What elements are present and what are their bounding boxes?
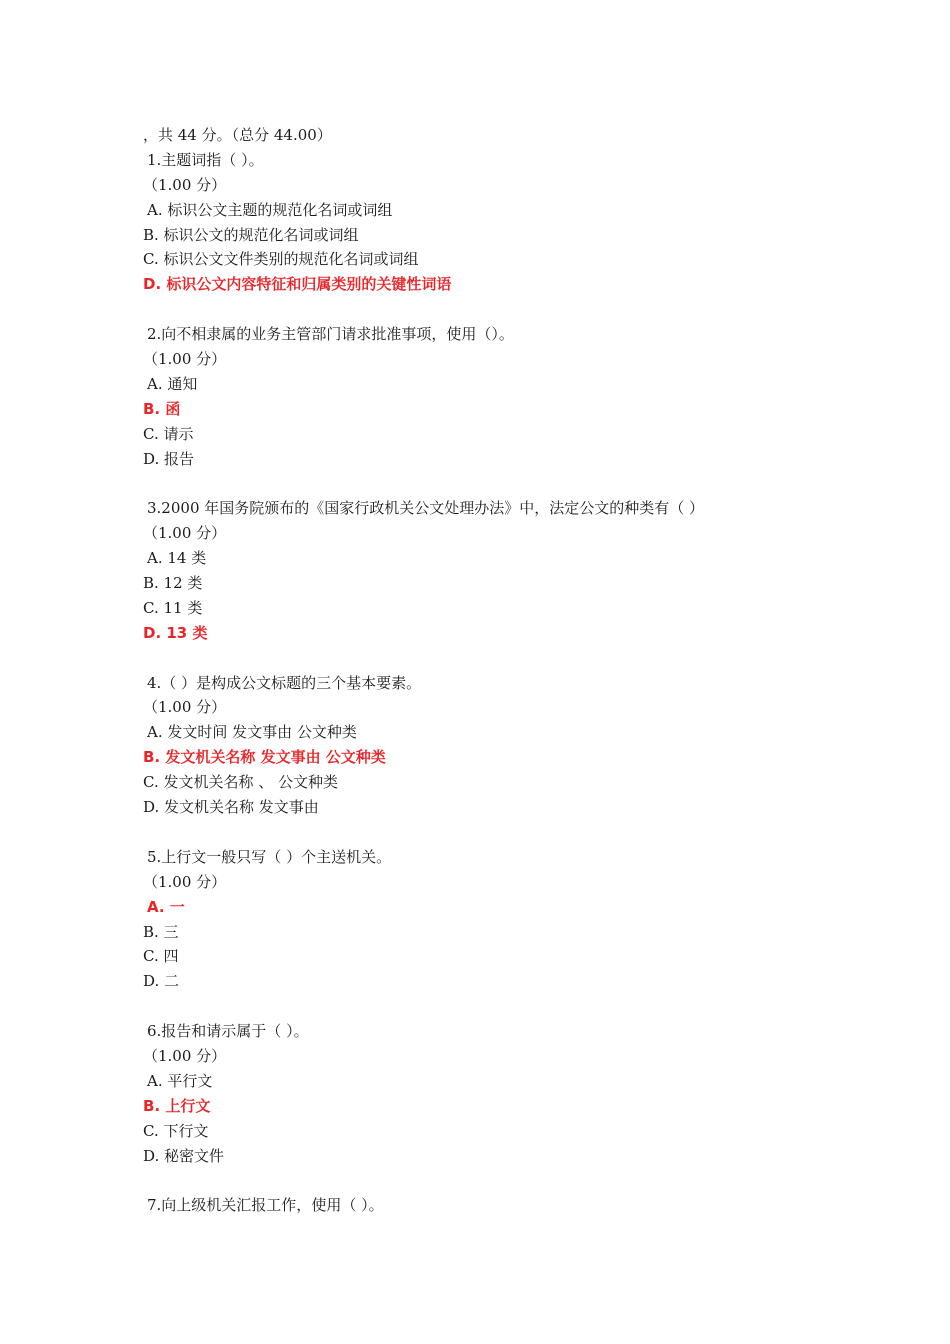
question-stem: 5.上行文一般只写（ ）个主送机关。 xyxy=(147,847,392,866)
section-header: ，共 44 分。（总分 44.00） xyxy=(143,126,332,144)
correct-answer-option: A. 一 xyxy=(147,897,185,916)
answer-option: C. 发文机关名称 、 公文种类 xyxy=(143,773,339,792)
question-stem: 6.报告和请示属于（ ）。 xyxy=(147,1022,309,1041)
question-stem: 7.向上级机关汇报工作，使用（ ）。 xyxy=(147,1196,384,1215)
answer-option: A. 标识公文主题的规范化名词或词组 xyxy=(147,200,393,219)
answer-option: A. 平行文 xyxy=(147,1071,213,1090)
question-spacer xyxy=(143,297,843,322)
answer-option: A. 通知 xyxy=(147,374,198,393)
answer-option: C. 下行文 xyxy=(143,1121,209,1140)
question-stem: 3.2000 年国务院颁布的《国家行政机关公文处理办法》中，法定公文的种类有（ ） xyxy=(147,499,705,518)
question-block xyxy=(143,148,843,322)
answer-option: B. 三 xyxy=(143,922,179,941)
question-block xyxy=(143,1193,843,1218)
question-score: （1.00 分） xyxy=(143,524,227,543)
question-list xyxy=(143,148,843,1218)
question-score: （1.00 分） xyxy=(143,872,227,891)
question-score: （1.00 分） xyxy=(143,1046,227,1065)
question-block xyxy=(143,845,843,1019)
answer-option: D. 二 xyxy=(143,972,180,991)
answer-option: D. 秘密文件 xyxy=(143,1146,225,1165)
question-spacer xyxy=(143,820,843,845)
answer-option: D. 发文机关名称 发文事由 xyxy=(143,798,319,817)
question-spacer xyxy=(143,471,843,496)
question-stem: 2.向不相隶属的业务主管部门请求批准事项，使用（）。 xyxy=(147,325,514,344)
question-block xyxy=(143,322,843,496)
correct-answer-option: D. 13 类 xyxy=(143,623,208,642)
question-spacer xyxy=(143,1168,843,1193)
answer-option: B. 标识公文的规范化名词或词组 xyxy=(143,225,359,244)
question-score: （1.00 分） xyxy=(143,175,227,194)
answer-option: C. 请示 xyxy=(143,424,194,443)
answer-option: C. 11 类 xyxy=(143,598,203,617)
question-spacer xyxy=(143,994,843,1019)
document-page xyxy=(143,123,843,1218)
correct-answer-option: B. 上行文 xyxy=(143,1096,211,1115)
answer-option: A. 14 类 xyxy=(147,549,207,568)
question-block xyxy=(143,1019,843,1193)
answer-option: C. 标识公文文件类别的规范化名词或词组 xyxy=(143,250,419,269)
correct-answer-option: D. 标识公文内容特征和归属类别的关键性词语 xyxy=(143,275,452,294)
answer-option: B. 12 类 xyxy=(143,574,203,593)
question-block xyxy=(143,671,843,845)
question-stem: 4.（ ）是构成公文标题的三个基本要素。 xyxy=(147,673,422,692)
correct-answer-option: B. 函 xyxy=(143,399,181,418)
answer-option: C. 四 xyxy=(143,947,179,966)
question-block xyxy=(143,496,843,670)
question-score: （1.00 分） xyxy=(143,350,227,369)
question-spacer xyxy=(143,646,843,671)
answer-option: D. 报告 xyxy=(143,449,195,468)
question-score: （1.00 分） xyxy=(143,698,227,717)
answer-option: A. 发文时间 发文事由 公文种类 xyxy=(147,723,357,742)
question-stem: 1.主题词指（ ）。 xyxy=(147,150,264,169)
correct-answer-option: B. 发文机关名称 发文事由 公文种类 xyxy=(143,748,386,767)
